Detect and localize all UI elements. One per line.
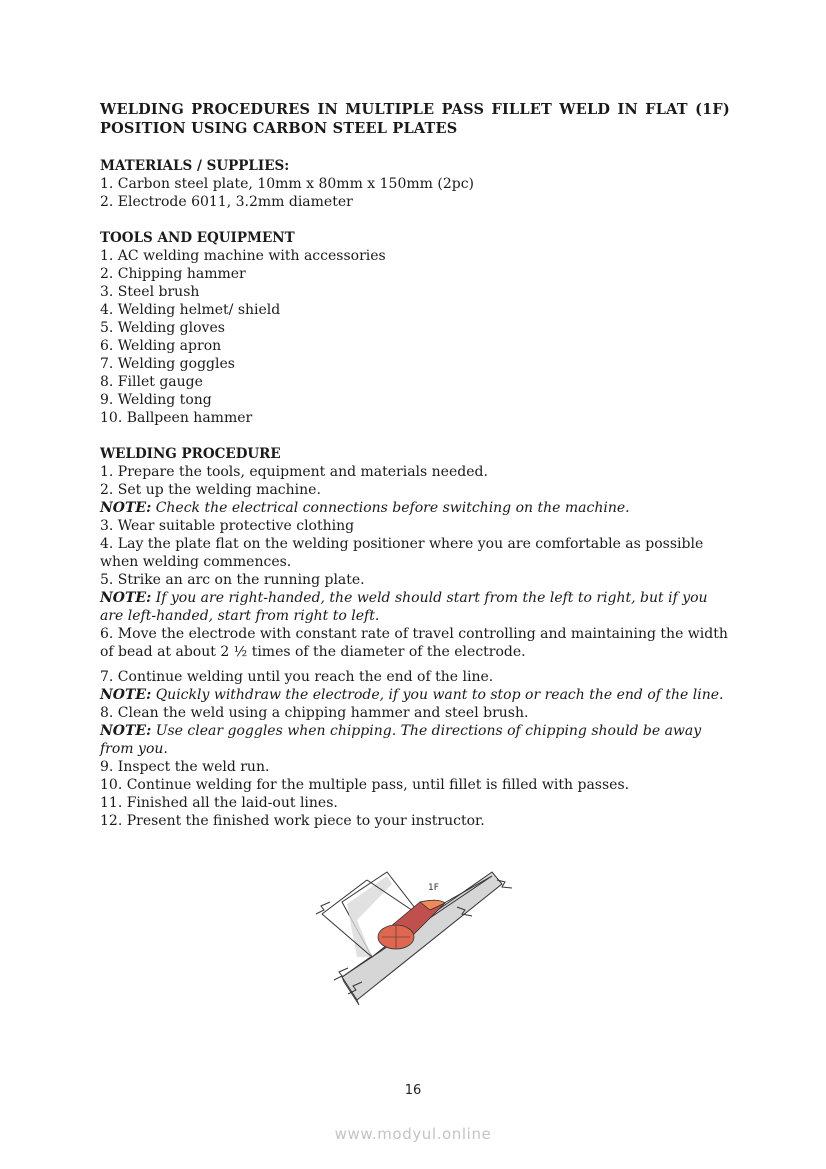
procedure-section <box>100 445 730 830</box>
procedure-step: 12. Present the finished work piece to your instructor. <box>100 813 485 829</box>
title-line-2: POSITION USING CARBON STEEL PLATES <box>100 120 458 137</box>
list-item: 10. Ballpeen hammer <box>100 410 253 426</box>
procedure-step: 2. Set up the welding machine. <box>100 482 321 498</box>
note-text: Check the electrical connections before switching on the machine. <box>151 500 630 516</box>
list-item: 8. Fillet gauge <box>100 374 203 390</box>
list-item: 6. Welding apron <box>100 338 222 354</box>
tools-heading: TOOLS AND EQUIPMENT <box>100 230 295 246</box>
procedure-step: 3. Wear suitable protective clothing <box>100 518 355 534</box>
page-number: 16 <box>404 1083 422 1098</box>
list-item: 9. Welding tong <box>100 392 212 408</box>
procedure-step: 6. Move the electrode with constant rate of travel controlling and maintaining the width of bead at about 2 ½ times of the diameter of the electrode. <box>100 626 728 660</box>
note-text: If you are right-handed, the weld should start from the left to right, but if you are left-handed, start from right to left. <box>100 590 708 624</box>
note-text: Use clear goggles when chipping. The directions of chipping should be away from you. <box>100 723 702 757</box>
procedure-step: 1. Prepare the tools, equipment and materials needed. <box>100 464 488 480</box>
note-label: NOTE: <box>100 500 152 516</box>
materials-heading: MATERIALS / SUPPLIES: <box>100 158 290 174</box>
document-page <box>100 100 730 830</box>
list-item: 3. Steel brush <box>100 284 200 300</box>
materials-section <box>100 157 730 211</box>
note-label: NOTE: <box>100 687 152 703</box>
procedure-note <box>100 686 730 704</box>
note-label: NOTE: <box>100 723 152 739</box>
procedure-step: 9. Inspect the weld run. <box>100 759 270 775</box>
watermark: www.modyul.online <box>334 1125 492 1143</box>
list-item: 1. AC welding machine with accessories <box>100 248 386 264</box>
list-item: 2. Chipping hammer <box>100 266 246 282</box>
list-item: 7. Welding goggles <box>100 356 235 372</box>
list-item: 5. Welding gloves <box>100 320 225 336</box>
title-line-1: WELDING PROCEDURES IN MULTIPLE PASS FILLET WELD IN FLAT (1F) <box>100 101 730 118</box>
document-title <box>100 100 730 138</box>
position-label: 1F <box>428 883 439 893</box>
note-label: NOTE: <box>100 590 152 606</box>
list-item: 4. Welding helmet/ shield <box>100 302 281 318</box>
tools-section <box>100 229 730 427</box>
note-text: Quickly withdraw the electrode, if you want to stop or reach the end of the line. <box>151 687 724 703</box>
fillet-weld-diagram <box>312 862 522 1007</box>
procedure-step: 11. Finished all the laid-out lines. <box>100 795 338 811</box>
procedure-step: 5. Strike an arc on the running plate. <box>100 572 365 588</box>
procedure-heading: WELDING PROCEDURE <box>100 446 281 462</box>
procedure-step: 10. Continue welding for the multiple pass, until fillet is filled with passes. <box>100 777 630 793</box>
procedure-note <box>100 499 730 517</box>
fillet-weld-illustration <box>312 862 522 1007</box>
procedure-note <box>100 722 730 758</box>
list-item: 1. Carbon steel plate, 10mm x 80mm x 150mm (2pc) <box>100 176 475 192</box>
procedure-step: 8. Clean the weld using a chipping hammer and steel brush. <box>100 705 529 721</box>
list-item: 2. Electrode 6011, 3.2mm diameter <box>100 194 353 210</box>
procedure-step: 7. Continue welding until you reach the end of the line. <box>100 669 494 685</box>
procedure-step: 4. Lay the plate flat on the welding positioner where you are comfortable as possible when welding commences. <box>100 536 704 570</box>
procedure-note <box>100 589 730 625</box>
